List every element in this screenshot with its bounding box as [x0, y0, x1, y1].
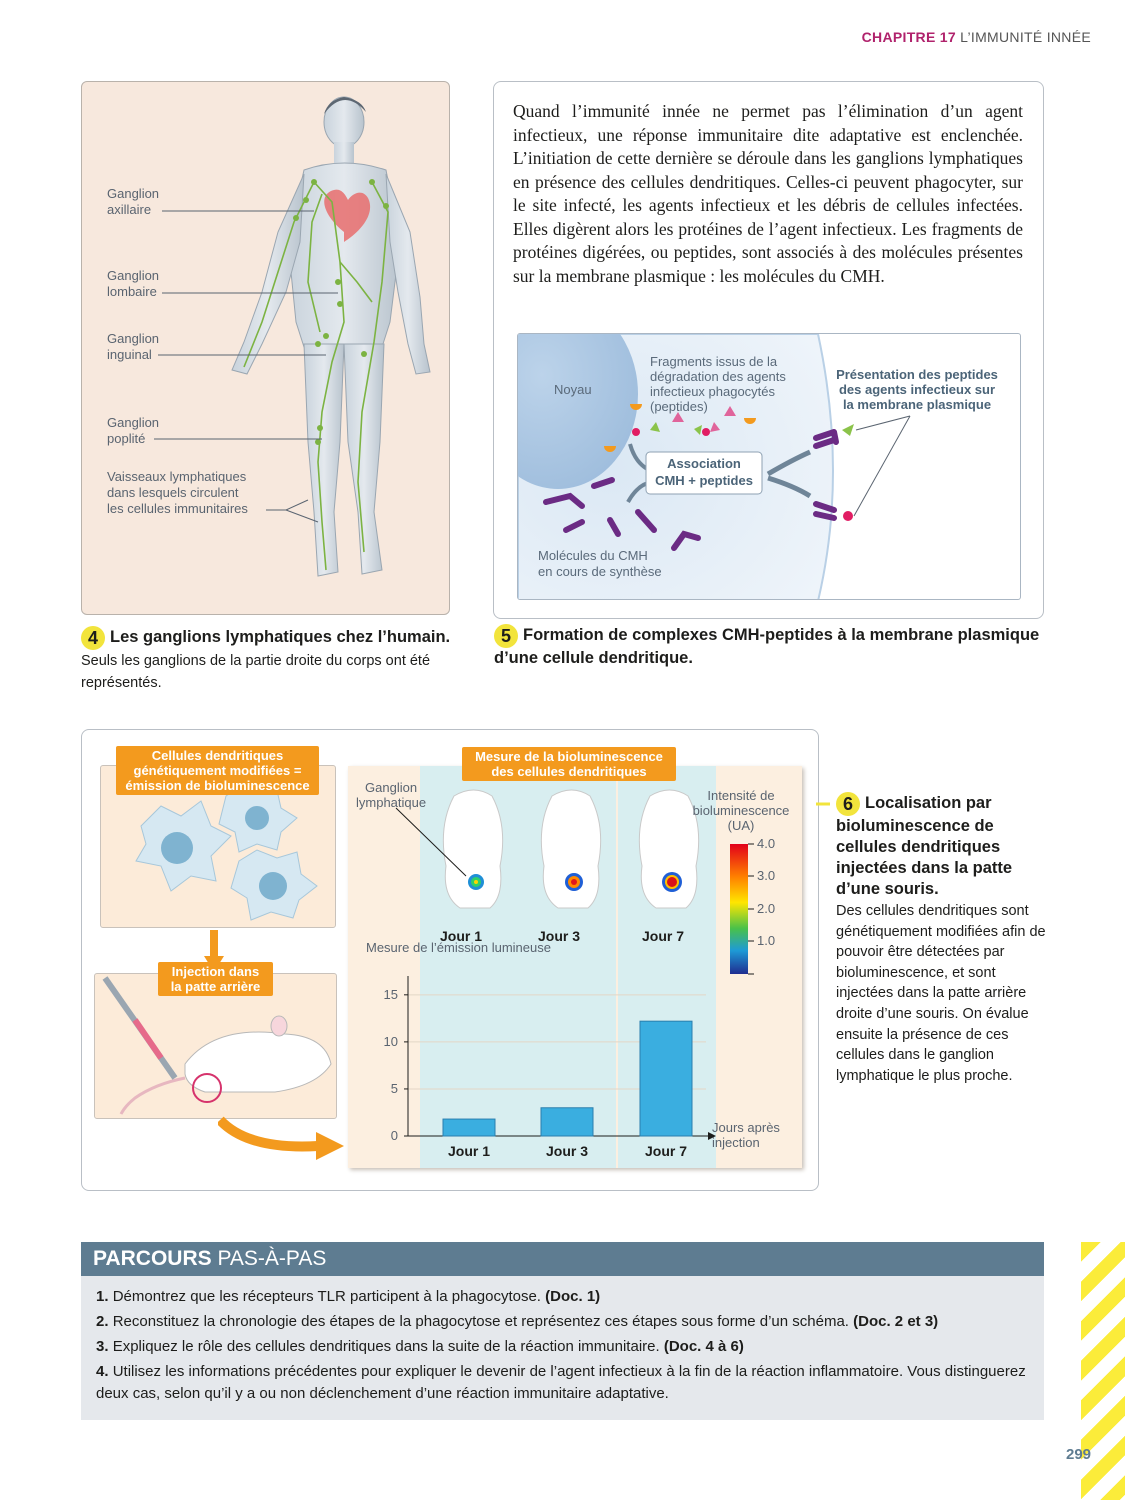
chapter-number: CHAPITRE 17	[861, 29, 956, 45]
bioluminescence-bar-chart	[348, 766, 802, 1168]
doc6-panel	[81, 729, 819, 1191]
bar-3	[640, 1021, 692, 1136]
doc4-caption-text: Seuls les ganglions de la partie droite du corps ont été représentés.	[81, 653, 431, 691]
parcours-item: 4. Utilisez les informations précédentes pour expliquer le devenir de l’agent infectieux à la fin de la réaction inflammatoire. Vous distinguerez deux cas, selon qu’il y a ou non déclenchement d’une réaction immunitaire adaptative.	[96, 1363, 1026, 1402]
curved-arrow-icon	[218, 1116, 348, 1164]
label-ganglion-inguinal: Ganglion inguinal	[107, 331, 160, 362]
label-mesure-bioluminescence: Mesure de la bioluminescence des cellules dendritiques	[462, 747, 676, 781]
doc6-caption-text: Des cellules dendritiques sont génétiquement modifiées afin de pouvoir être détectées par bioluminescence, et sont injectées dans la patte arrière droite d’une souris. On évalue ensuite la présence de ces cellules dans le ganglion lymphatique le plus proche.	[836, 903, 1046, 1084]
page-number: 299	[1066, 1446, 1092, 1463]
label-molecules-cmh: Molécules du CMH en cours de synthèse	[538, 548, 662, 579]
bar-1	[443, 1119, 495, 1136]
parcours-title: PARCOURS PAS-À-PAS	[81, 1242, 1044, 1276]
y-tick-label: 5	[390, 1080, 398, 1096]
doc4-number-badge: 4	[81, 626, 105, 650]
label-ganglion-lymphatique: Ganglion lymphatique	[356, 780, 427, 810]
doc5-caption-title: Formation de complexes CMH-peptides à la membrane plasmique d’une cellule dendritique.	[494, 626, 1040, 667]
scale-tick-1: 1.0	[757, 933, 776, 948]
cmh-diagram	[517, 333, 1021, 600]
x-category-label: Jour 3	[545, 1143, 589, 1159]
label-vaisseaux-lymphatiques: Vaisseaux lymphatiques dans lesquels circulent les cellules immunitaires	[107, 469, 248, 516]
parcours-item: 3. Expliquez le rôle des cellules dendritiques dans la suite de la réaction immunitaire. (Doc. 4 à 6)	[96, 1338, 744, 1355]
mouse-day-label-1: Jour 1	[440, 928, 483, 944]
y-tick-label: 0	[390, 1128, 398, 1143]
scale-tick-2: 2.0	[757, 901, 776, 916]
y-tick-label: 10	[383, 1033, 398, 1049]
parcours-item: 1. Démontrez que les récepteurs TLR participent à la phagocytose. (Doc. 1)	[96, 1288, 601, 1305]
chart-xlabel: Jours après injection	[712, 1120, 780, 1150]
chapter-header	[862, 29, 1091, 45]
label-ganglion-axillaire: Ganglion axillaire	[107, 186, 160, 217]
doc5-paragraph: Quand l’immunité innée ne permet pas l’élimination d’un agent infectieux, une réponse immunitaire dite adaptative est enclenchée. L’initiation de cette dernière se déroule dans les ganglions lymphatiques en présence des cellules dendritiques. Celles-ci peuvent phagocyter, sur le site infecté, les agents infectieux et les débris de cellules infectées. Elles digèrent alors les protéines de l’agent infectieux. Les fragments de protéines digérées, ou peptides, sont associés à des molécules présentes sur la membrane plasmique : les molécules du CMH.	[513, 101, 1023, 286]
label-injection: Injection dans la patte arrière	[158, 962, 273, 996]
doc6-number-badge: 6	[836, 792, 860, 816]
label-noyau: Noyau	[554, 382, 592, 397]
scale-tick-4: 4.0	[757, 836, 776, 851]
doc6-leader-icon	[816, 791, 856, 819]
bar-2	[541, 1108, 593, 1136]
measurement-panel	[348, 749, 802, 1168]
y-tick-label: 15	[383, 986, 398, 1002]
x-category-label: Jour 7	[644, 1143, 688, 1159]
doc5-panel	[493, 81, 1044, 619]
x-category-label: Jour 1	[447, 1143, 491, 1159]
label-association: Association CMH + peptides	[655, 456, 753, 488]
parcours-list	[96, 1286, 1031, 1408]
label-presentation: Présentation des peptides des agents infectieux sur la membrane plasmique	[836, 367, 998, 412]
label-fragments: Fragments issus de la dégradation des agents infectieux phagocytés (peptides)	[650, 354, 786, 414]
doc4-caption	[81, 626, 451, 694]
label-intensite: Intensité de bioluminescence (UA)	[692, 788, 790, 833]
chart-ylabel: Mesure de l’émission lumineuse	[366, 940, 551, 955]
doc6-caption	[836, 792, 1056, 1086]
label-cellules-modifiees: Cellules dendritiques génétiquement modifiées = émission de bioluminescence	[116, 746, 319, 795]
doc6-caption-title: 6 Localisation par bioluminescence de cellules dendritiques injectées dans la patte d’une souris.	[836, 792, 1056, 900]
label-ganglion-lombaire: Ganglion lombaire	[107, 268, 160, 299]
doc5-number-badge: 5	[494, 624, 518, 648]
label-ganglion-poplite: Ganglion poplité	[107, 415, 160, 446]
mouse-day-label-3: Jour 3	[538, 928, 581, 944]
mouse-day-label-7: Jour 7	[642, 928, 685, 944]
chapter-title: L’IMMUNITÉ INNÉE	[960, 29, 1091, 45]
parcours-item: 2. Reconstituez la chronologie des étapes de la phagocytose et représentez ces étapes sous forme d’un schéma. (Doc. 2 et 3)	[96, 1313, 939, 1330]
doc5-caption	[494, 624, 1054, 669]
doc4-illustration	[81, 81, 450, 615]
doc4-caption-title: Les ganglions lymphatiques chez l’humain.	[110, 628, 451, 646]
scale-tick-3: 3.0	[757, 868, 776, 883]
parcours-section	[81, 1242, 1044, 1420]
